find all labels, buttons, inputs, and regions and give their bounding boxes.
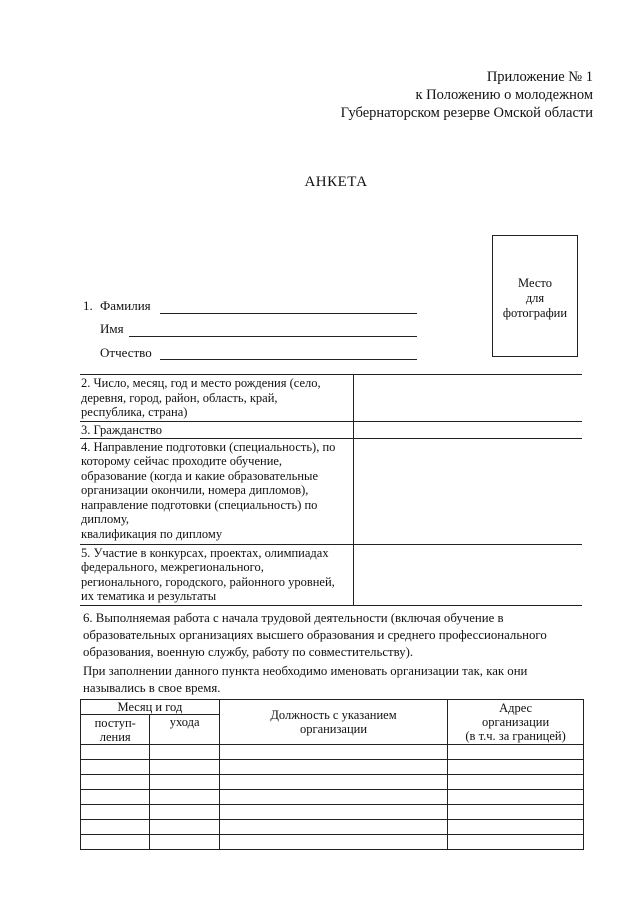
question-row bbox=[80, 438, 582, 544]
appendix-number: Приложение № 1 bbox=[486, 69, 593, 85]
question-education: 4. Направление подготовки (специальность), по которому сейчас проходите обучение, образование (когда и какие образовательные организации окончили, номера дипломов), направление подготовки (специальность) по диплому, квалификация по диплому bbox=[80, 438, 354, 544]
table-row bbox=[81, 760, 584, 775]
first-name-label: Имя bbox=[100, 321, 124, 336]
appendix-reference: к Положению о молодежном bbox=[415, 87, 593, 103]
table-row bbox=[81, 775, 584, 790]
patronymic-field[interactable] bbox=[160, 359, 417, 360]
answer-citizenship[interactable] bbox=[354, 422, 583, 439]
answer-birth[interactable] bbox=[354, 375, 583, 422]
photo-label-line1: Место bbox=[518, 276, 552, 290]
position-header: Должность с указанием организации bbox=[219, 700, 447, 745]
section-6-note: При заполнении данного пункта необходимо именовать организации так, как они назывались в свое время. bbox=[83, 664, 528, 695]
item-number-1: 1. bbox=[83, 298, 93, 313]
photo-placeholder[interactable] bbox=[492, 235, 578, 357]
work-history-table bbox=[80, 699, 584, 850]
first-name-field[interactable] bbox=[129, 336, 417, 337]
table-row bbox=[81, 835, 584, 850]
table-row bbox=[81, 790, 584, 805]
patronymic-label: Отчество bbox=[100, 345, 152, 360]
work-table-header-row bbox=[81, 700, 584, 715]
photo-label-line2: для bbox=[525, 291, 545, 305]
appendix-reference-continued: Губернаторском резерве Омской области bbox=[340, 105, 593, 121]
address-header: Адрес организации (в т.ч. за границей) bbox=[448, 700, 584, 745]
month-year-header: Месяц и год bbox=[81, 700, 220, 715]
section-6-intro: 6. Выполняемая работа с начала трудовой деятельности (включая обучение в образовательных организациях высшего образования и среднего профессионального образования, военную службу, работу по совместительству). bbox=[83, 611, 547, 659]
surname-label: Фамилия bbox=[100, 298, 151, 313]
leave-header: ухода bbox=[150, 715, 219, 745]
question-competitions: 5. Участие в конкурсах, проектах, олимпиадах федерального, межрегионального, регионального, городского, районного уровней, их тематика и результаты bbox=[80, 544, 354, 605]
question-citizenship: 3. Гражданство bbox=[80, 422, 354, 439]
table-row bbox=[81, 820, 584, 835]
photo-label-line3: фотографии bbox=[502, 306, 568, 320]
appendix-header bbox=[341, 68, 593, 122]
question-row bbox=[80, 544, 582, 605]
document-title: АНКЕТА bbox=[304, 174, 368, 190]
answer-education[interactable] bbox=[354, 438, 583, 544]
question-row bbox=[80, 375, 582, 422]
surname-field[interactable] bbox=[160, 313, 417, 314]
question-birth: 2. Число, месяц, год и место рождения (село, деревня, город, район, область, край, республика, страна) bbox=[80, 375, 354, 422]
table-row bbox=[81, 745, 584, 760]
answer-competitions[interactable] bbox=[354, 544, 583, 605]
question-row bbox=[80, 422, 582, 439]
questionnaire-table bbox=[80, 374, 582, 606]
table-row bbox=[81, 805, 584, 820]
entry-header: поступ- ления bbox=[81, 715, 150, 745]
